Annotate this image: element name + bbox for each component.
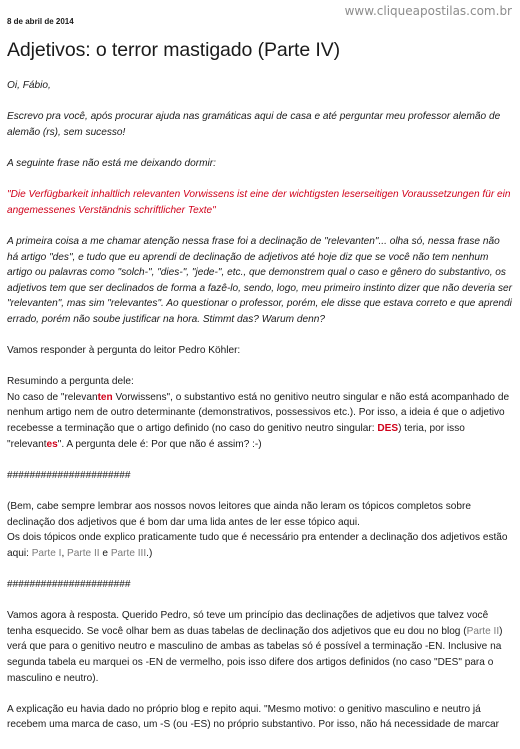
summary-heading: Resumindo a pergunta dele: <box>7 376 134 388</box>
reminder-sep: e <box>99 547 111 559</box>
link-parte-ii[interactable]: Parte II <box>67 547 100 559</box>
link-parte-ii-inline[interactable]: Parte II <box>466 625 500 637</box>
post-date: 8 de abril de 2014 <box>7 17 74 26</box>
letter-question: A primeira coisa a me chamar atenção nessa frase foi a declinação de "relevanten"... olha só, nessa frase não há artigo "des", e tudo que eu aprendi de declinação de adjetivos até hoje diz que se você não tem nenhum artigo ou palavras como "solch-", "dies-", "jede-", etc., que demonstrem qual o caso e gênero do substantivo, os adjetivos tem que ser declinados de forma a fazê-lo, sendo, logo, meu primeiro instinto dizer que não deveria ser "relevanten", mas sim "relevantes". Ao questionar o professor, porém, ele disse que estava correto e que aprendi errado, porém não soube justificar na hora. Stimmt das? Warum denn? <box>7 235 512 325</box>
answer-intro: Vamos responder à pergunta do leitor Pedro Köhler: <box>7 345 241 357</box>
highlight-des: DES <box>377 423 399 435</box>
answer-text: ) verá que para o genitivo neutro e masculino de ambas as tabelas só é possível a terminação -EN. Inclusive na segunda tabela eu marquei os -EN de vermelho, pois isso difere dos artigos definidos (no caso "DES" para o masculino e neutro). <box>7 625 503 684</box>
reminder-note <box>7 499 513 561</box>
letter-lead: A seguinte frase não está me deixando dormir: <box>7 157 216 169</box>
answer-paragraph-2: A explicação eu havia dado no próprio blog e repito aqui. "Mesmo motivo: o genitivo masculino e neutro já recebem uma marca de caso, um -S (ou -ES) no próprio substantivo. Por isso, não há necessidade de marcar <box>7 703 500 731</box>
answer-text: Vamos agora à resposta. Querido Pedro, só teve um princípio das declinações de adjetivos que talvez você tenha esquecido. Se você olhar bem as duas tabelas de declinação dos adjetivos que eu dou no blog ( <box>7 610 489 637</box>
answer-paragraph-1 <box>7 608 513 686</box>
section-separator: ###################### <box>7 579 131 590</box>
summary-text: ". A pergunta dele é: Por que não é assim? :-) <box>57 438 262 450</box>
german-quote: "Die Verfügbarkeit inhaltlich relevanten Vorwissens ist eine der wichtigsten leserseitigen Voraussetzungen für ein angemessenes Verständnis schriftlicher Texte" <box>7 189 511 216</box>
letter-greeting: Oi, Fábio, <box>7 80 51 91</box>
summary-text: ) teria, por isso "relevant <box>7 423 465 450</box>
summary-text: No caso de "relevan <box>7 391 98 403</box>
site-watermark: www.cliqueapostilas.com.br <box>344 4 512 18</box>
letter-intro: Escrevo pra você, após procurar ajuda nas gramáticas aqui de casa e até perguntar meu professor alemão de alemão (rs), sem sucesso! <box>7 111 501 138</box>
blog-post <box>7 17 513 749</box>
link-parte-iii[interactable]: Parte III <box>110 547 147 559</box>
section-separator: ###################### <box>7 469 131 481</box>
highlight-es: es <box>46 438 58 450</box>
summary-text: Vorwissens", o substantivo está no genitivo neutro singular e não está acompanhado de nenhum artigo nem de outro determinante (demonstrativos, possessivos etc.). Por isso, a ideia é que o adjetivo recebesse a terminação que o artigo definido (no caso do genitivo neutro singular: <box>7 391 510 435</box>
reminder-sep: , <box>61 547 68 559</box>
link-parte-i[interactable]: Parte I <box>31 547 62 559</box>
question-summary <box>7 374 513 452</box>
highlight-ten: ten <box>97 391 113 403</box>
reminder-end: .) <box>146 547 153 559</box>
post-title: Adjetivos: o terror mastigado (Parte IV) <box>7 39 341 61</box>
reminder-line-1: (Bem, cabe sempre lembrar aos nossos novos leitores que ainda não leram os tópicos completos sobre declinação dos adjetivos que é bom dar uma lida antes de ler esse tópico aqui. <box>7 501 471 528</box>
reminder-line-2: Os dois tópicos onde explico praticamente tudo que é necessário pra entender a declinação dos adjetivos estão aqui: <box>7 532 508 559</box>
